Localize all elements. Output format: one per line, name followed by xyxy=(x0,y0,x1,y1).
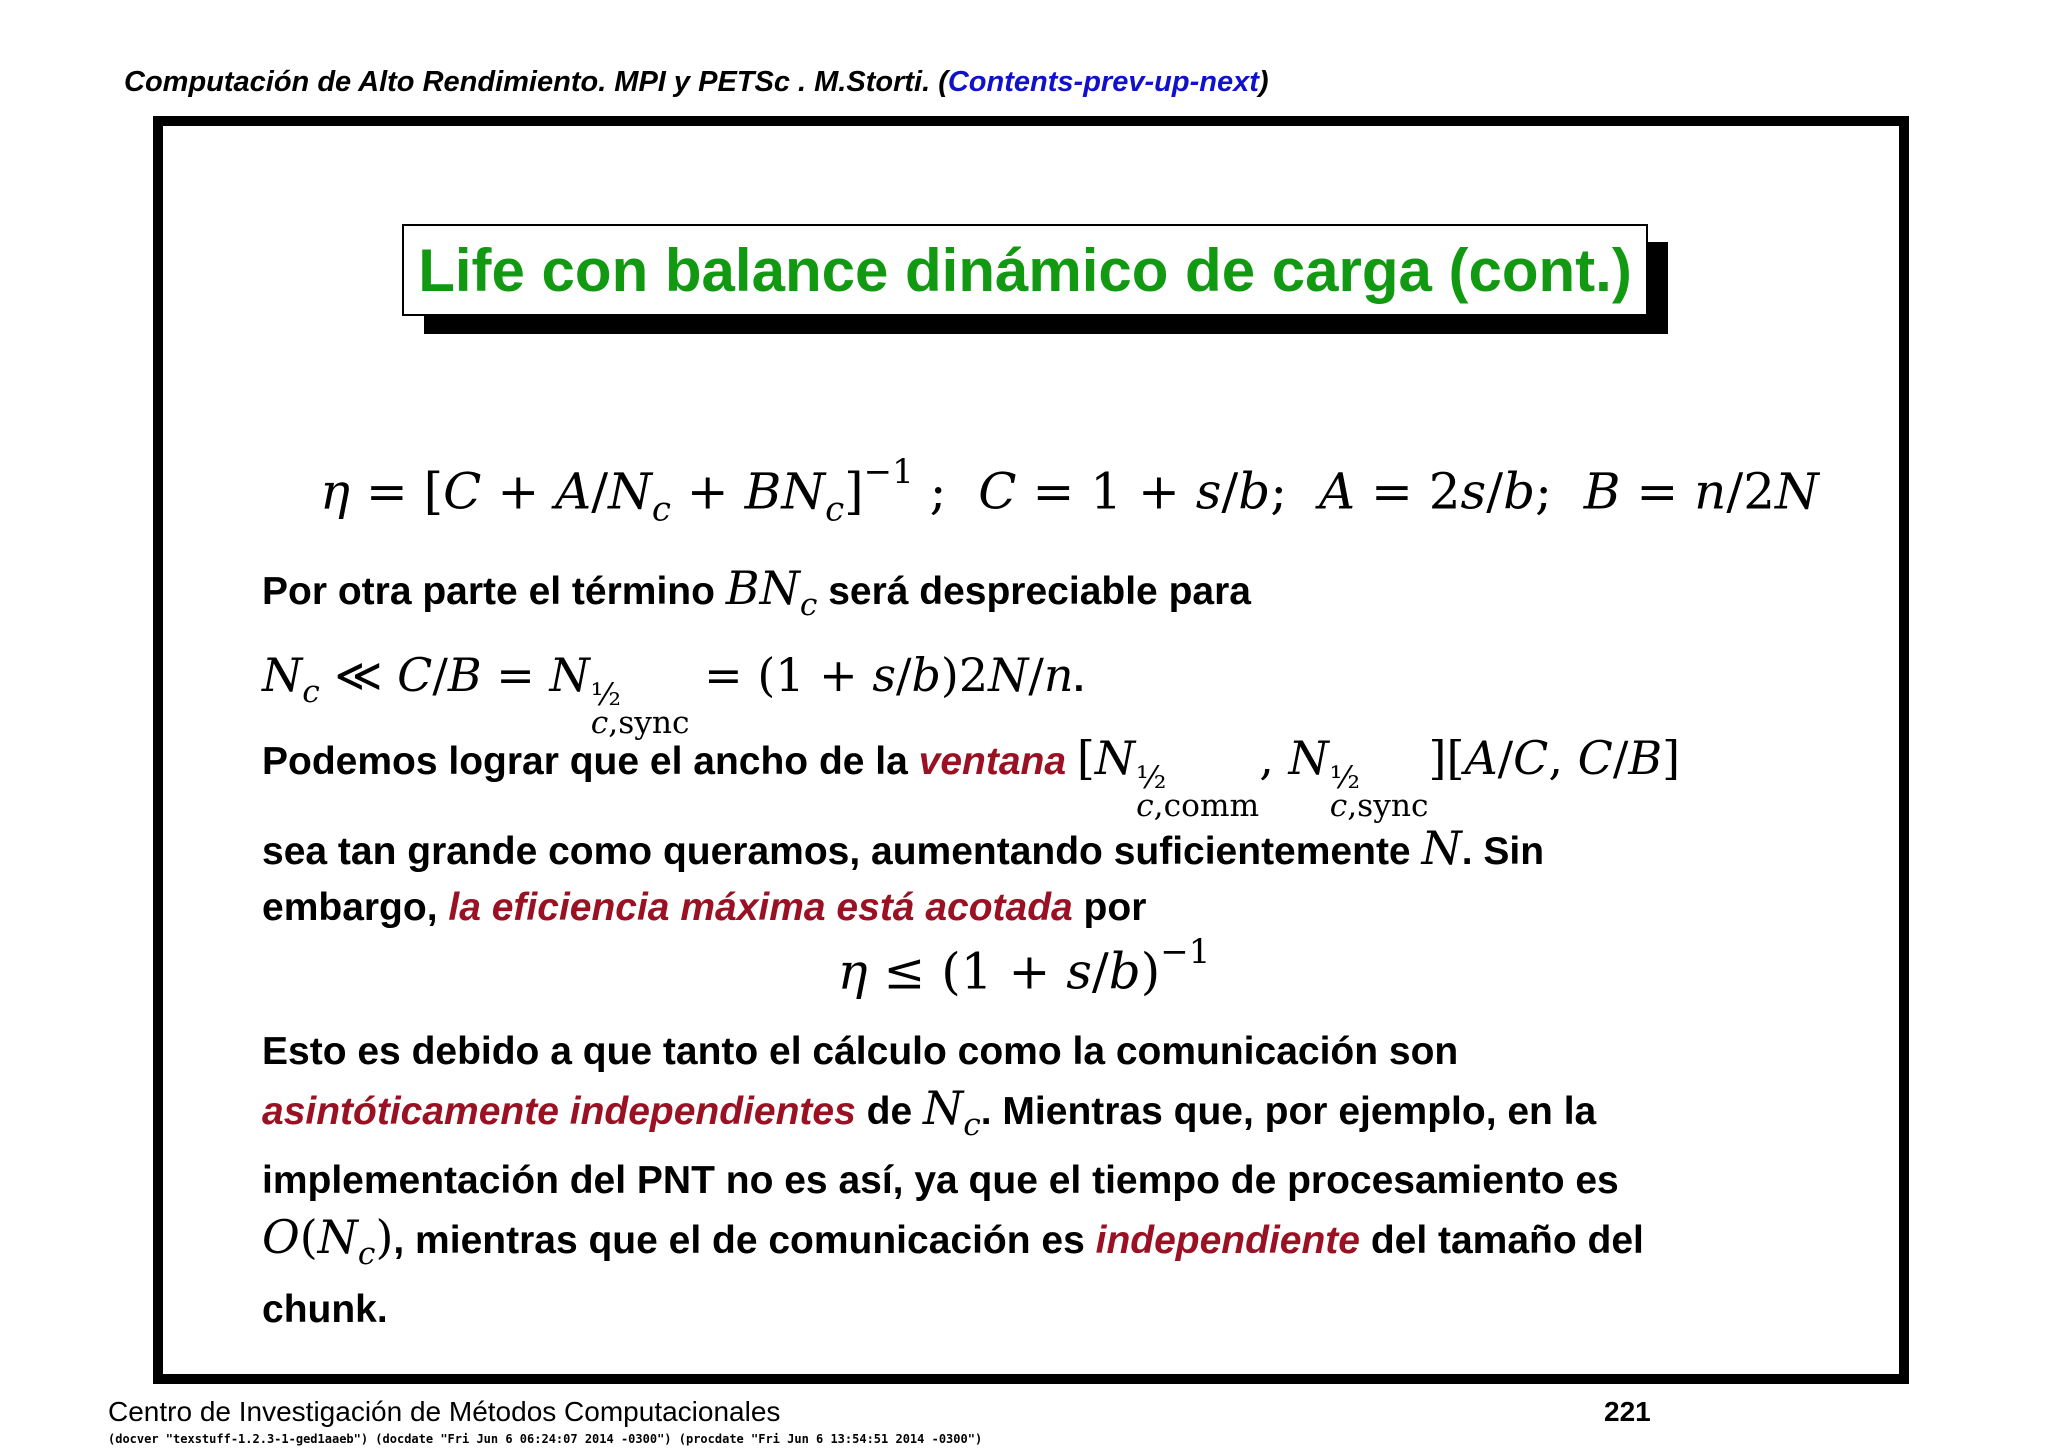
emphasis-asymptotic: asintóticamente independientes xyxy=(262,1090,856,1133)
page-header: Computación de Alto Rendimiento. MPI y PETSc . M.Storti. (Contents-prev-up-next) xyxy=(124,66,1269,98)
paragraph-2: Podemos lograr que el ancho de la ventana [N ½ c,comm , N ½ c,sync ][A/C, C/B] sea tan grande como queramos, aumentando suficientemente N. Sin embargo, la eficiencia máxima está acotada por xyxy=(262,731,1681,930)
paragraph-1: Por otra parte el término $BN_c$ será despreciable para $N_c$ ≪ C/B = N ½ c,sync = (1 + s/b)2N/n. xyxy=(262,561,1251,742)
prev-link[interactable]: prev xyxy=(1083,66,1145,98)
title-box xyxy=(402,224,1648,316)
math-inline: $BN_c$ xyxy=(725,561,818,623)
paragraph-3: Esto es debido a que tanto el cálculo como la comunicación son asintóticamente independientes de $N_c$. Mientras que, por ejemplo, en la implementación del PNT no es así, ya que el tiempo de procesamiento es $O(N_c)$, mientras que el de comunicación es independiente del tamaño del chunk. xyxy=(262,1030,1644,1331)
emphasis-independent: independiente xyxy=(1095,1218,1360,1262)
page-number: 221 xyxy=(1604,1396,1651,1427)
efficiency-equation: $\eta = [C + A/N_c + BN_c]^{-1}$ ; C = 1 + s/b; A = 2s/b; B = n/2N xyxy=(320,452,1819,530)
footer-institution: Centro de Investigación de Métodos Computacionales xyxy=(108,1396,781,1427)
math-inline: N xyxy=(1421,821,1462,876)
math-inline: $N_c$ xyxy=(923,1081,981,1143)
emphasis-ventana: ventana xyxy=(918,740,1067,783)
slide-title: Life con balance dinámico de carga (cont.) xyxy=(418,236,1632,304)
next-link[interactable]: next xyxy=(1199,66,1259,98)
contents-link[interactable]: Contents xyxy=(947,66,1074,98)
math-inline: $O(N_c)$ xyxy=(262,1209,394,1272)
math-inline: [N ½ c,comm , N ½ c,sync ][A/C, C/B] xyxy=(1076,731,1681,825)
emphasis-efficiency: la eficiencia máxima está acotada xyxy=(448,886,1073,930)
up-link[interactable]: up xyxy=(1154,66,1190,98)
math-inline: $N_c$ ≪ C/B = N ½ c,sync = (1 + s/b)2N/n xyxy=(262,647,1074,742)
footer-meta: (docver "texstuff-1.2.3-1-ged1aaeb") (docdate "Fri Jun 6 06:24:07 2014 -0300") (procdate "Fri Jun 6 13:54:51 2014 -0300") xyxy=(108,1432,983,1446)
efficiency-bound-equation: $\eta \le (1 + s/b)^{-1}$ xyxy=(837,932,1211,1001)
